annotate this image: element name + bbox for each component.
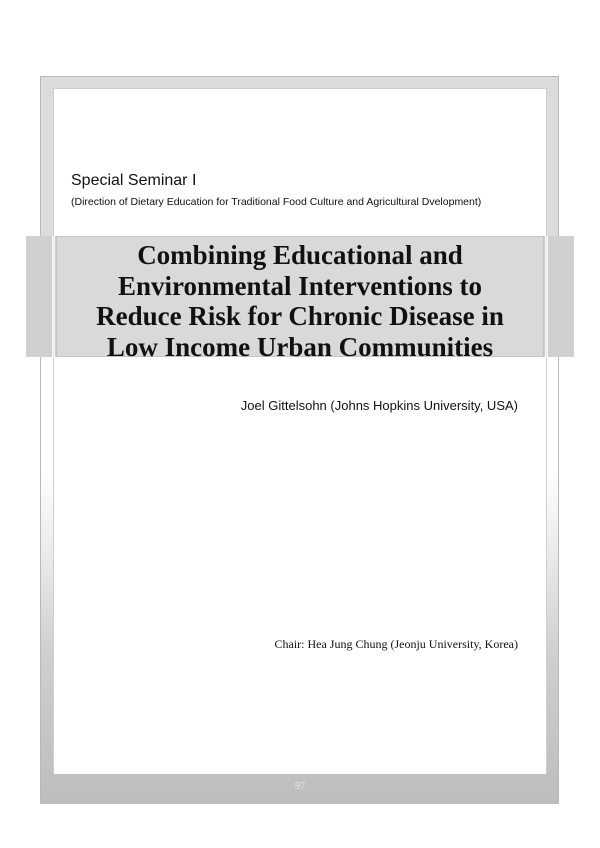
seminar-title: Special Seminar I [71, 172, 197, 189]
title-band-edge-left [52, 236, 55, 357]
paper-title-line: Reduce Risk for Chronic Disease in [96, 301, 504, 331]
paper-title-line: Low Income Urban Communities [106, 331, 494, 362]
paper-title-line: Combining Educational and [137, 240, 463, 270]
paper-title [56, 240, 544, 362]
author-line: Joel Gittelsohn (Johns Hopkins University, USA) [240, 398, 518, 413]
seminar-subtitle: (Direction of Dietary Education for Traditional Food Culture and Agricultural Dvelopment) [71, 196, 482, 208]
paper-title-line: Environmental Interventions to [117, 270, 482, 301]
page-number: 97 [295, 781, 305, 792]
title-band-edge-right [545, 236, 548, 357]
inner-panel [53, 88, 547, 774]
chair-line: Chair: Hea Jung Chung (Jeonju University, Korea) [274, 637, 518, 651]
